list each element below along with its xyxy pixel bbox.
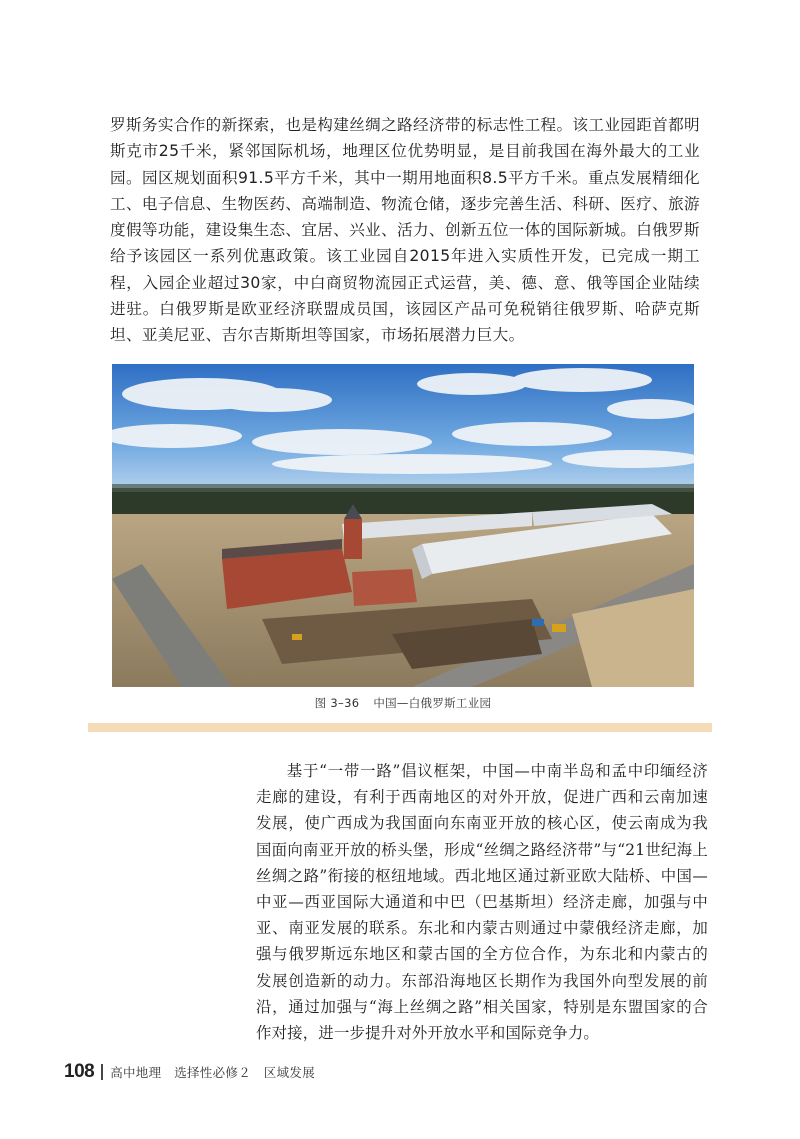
footer-divider (101, 1064, 103, 1080)
section-divider (88, 723, 712, 732)
page-number: 108 (64, 1061, 95, 1082)
body-paragraph-main: 基于“一带一路”倡议框架，中国—中南半岛和孟中印缅经济走廊的建设，有利于西南地区的对外开放，促进广西和云南加速发展，使广西成为我国面向东南亚开放的核心区，使云南成为我国面向南亚开放的桥头堡，形成“丝绸之路经济带”与“21世纪海上丝绸之路”衔接的枢纽地域。西北地区通过新亚欧大陆桥、中国—中亚—西亚国际大通道和中巴（巴基斯坦）经济走廊，加强与中亚、南亚发展的联系。东北和内蒙古则通过中蒙俄经济走廊，加强与俄罗斯远东地区和蒙古国的全方位合作，为东北和内蒙古的发展创造新的动力。东部沿海地区长期作为我国外向型发展的前沿，通过加强与“海上丝绸之路”相关国家，特别是东盟国家的合作对接，进一步提升对外开放水平和国际竞争力。 (256, 762, 708, 1043)
book-title: 高中地理 选择性必修２ 区域发展 (110, 1065, 316, 1080)
industrial-park-aerial-photo (112, 364, 694, 687)
body-paragraph-top: 罗斯务实合作的新探索，也是构建丝绸之路经济带的标志性工程。该工业园距首都明斯克市25千米，紧邻国际机场，地理区位优势明显，是目前我国在海外最大的工业园。园区规划面积91.5平方千米，其中一期用地面积8.5平方千米。重点发展精细化工、电子信息、生物医药、高端制造、物流仓储，逐步完善生活、科研、医疗、旅游度假等功能，建设集生态、宜居、兴业、活力、创新五位一体的国际新城。白俄罗斯给予该园区一系列优惠政策。该工业园自2015年进入实质性开发，已完成一期工程，入园企业超过30家，中白商贸物流园正式运营，美、德、意、俄等国企业陆续进驻。白俄罗斯是欧亚经济联盟成员国，该园区产品可免税销往俄罗斯、哈萨克斯坦、亚美尼亚、吉尔吉斯斯坦等国家，市场拓展潜力巨大。 (110, 116, 700, 345)
page-footer (64, 1061, 315, 1083)
figure-title: 中国—白俄罗斯工业园 (373, 696, 492, 710)
figure-number: 图 3–36 (314, 696, 360, 710)
figure-caption (112, 695, 694, 711)
